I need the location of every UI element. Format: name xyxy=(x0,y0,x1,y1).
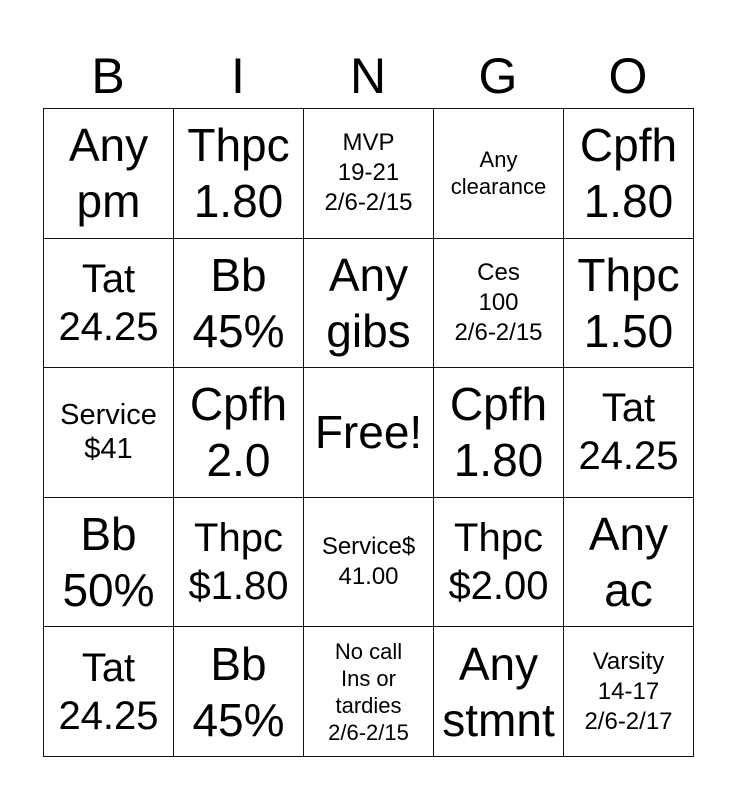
cell-text: Cpfh 1.80 xyxy=(449,378,548,487)
cell-text: Cpfh 1.80 xyxy=(579,119,678,228)
cell-text: Thpc 1.50 xyxy=(577,248,680,357)
bingo-cell[interactable] xyxy=(564,368,694,498)
header-letter-i: I xyxy=(231,48,245,104)
header-letter-g: G xyxy=(478,48,518,104)
bingo-cell[interactable] xyxy=(174,238,304,368)
board-row xyxy=(44,238,694,368)
free-space[interactable] xyxy=(304,368,434,498)
cell-text: Bb 50% xyxy=(62,508,155,617)
cell-text: Any stmnt xyxy=(442,637,555,746)
cell-text: Bb 45% xyxy=(192,637,285,746)
cell-text: Thpc $2.00 xyxy=(448,516,549,609)
bingo-cell[interactable] xyxy=(174,497,304,627)
bingo-cell[interactable] xyxy=(174,109,304,239)
cell-text: Tat 24.25 xyxy=(578,386,679,479)
bingo-board xyxy=(43,108,694,757)
cell-text: Tat 24.25 xyxy=(58,256,159,349)
board-row xyxy=(44,368,694,498)
cell-text: Thpc $1.80 xyxy=(188,516,289,609)
bingo-cell[interactable] xyxy=(44,497,174,627)
bingo-cell[interactable] xyxy=(434,368,564,498)
cell-text: Cpfh 2.0 xyxy=(189,378,288,487)
bingo-cell[interactable] xyxy=(174,627,304,757)
bingo-cell[interactable] xyxy=(304,238,434,368)
cell-text: Bb 45% xyxy=(192,248,285,357)
cell-text: Any gibs xyxy=(326,248,411,357)
bingo-cell[interactable] xyxy=(434,627,564,757)
bingo-cell[interactable] xyxy=(434,497,564,627)
bingo-cell[interactable] xyxy=(304,497,434,627)
bingo-cell[interactable] xyxy=(564,627,694,757)
header-letter-n: N xyxy=(349,48,387,104)
bingo-cell[interactable] xyxy=(434,238,564,368)
cell-text: Tat 24.25 xyxy=(58,645,159,738)
cell-text: Service $41 xyxy=(60,399,157,466)
bingo-cell[interactable] xyxy=(564,238,694,368)
cell-text: Thpc 1.80 xyxy=(187,119,290,228)
board-row xyxy=(44,627,694,757)
bingo-cell[interactable] xyxy=(564,109,694,239)
cell-text: Free! xyxy=(314,406,423,459)
bingo-cell[interactable] xyxy=(304,109,434,239)
header-letter-o: O xyxy=(608,48,648,104)
bingo-cell[interactable] xyxy=(564,497,694,627)
bingo-cell[interactable] xyxy=(174,368,304,498)
cell-text: Varsity 14-17 2/6-2/17 xyxy=(584,647,673,735)
board-row xyxy=(44,109,694,239)
header-letter-b: B xyxy=(91,48,125,104)
bingo-cell[interactable] xyxy=(44,238,174,368)
cell-text: Service$ 41.00 xyxy=(321,533,416,591)
cell-text: MVP 19-21 2/6-2/15 xyxy=(324,129,413,217)
cell-text: Any ac xyxy=(588,508,669,617)
bingo-cell[interactable] xyxy=(304,627,434,757)
cell-text: No call Ins or tardies 2/6-2/15 xyxy=(328,638,409,745)
cell-text: Ces 100 2/6-2/15 xyxy=(454,258,543,346)
bingo-cell[interactable] xyxy=(434,109,564,239)
bingo-cell[interactable] xyxy=(44,627,174,757)
board-row xyxy=(44,497,694,627)
bingo-cell[interactable] xyxy=(44,368,174,498)
cell-text: Any clearance xyxy=(450,147,547,200)
bingo-header xyxy=(43,48,693,104)
cell-text: Any pm xyxy=(68,119,149,228)
bingo-cell[interactable] xyxy=(44,109,174,239)
